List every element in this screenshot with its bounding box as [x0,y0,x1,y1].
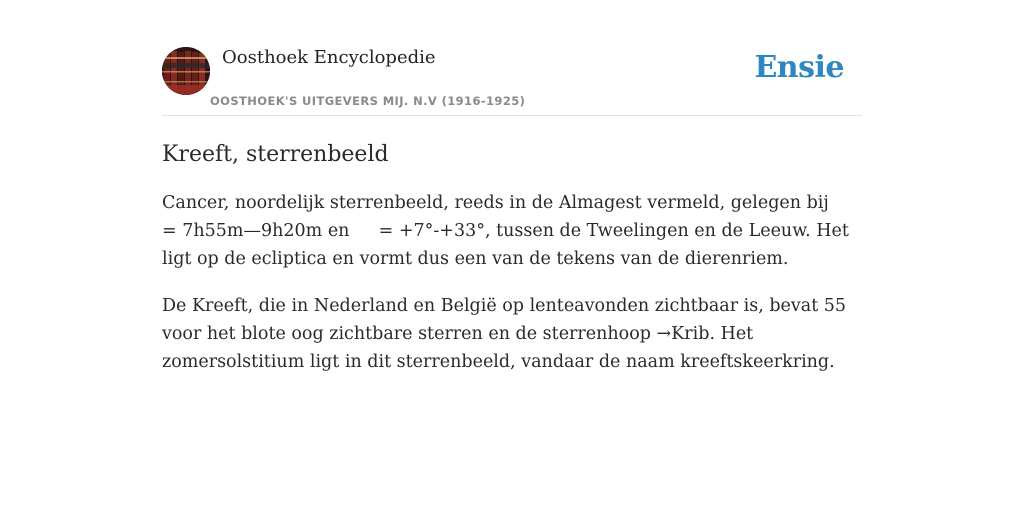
entry-card [162,40,862,376]
entry-paragraph-1 [162,189,862,273]
source-avatar[interactable] [162,47,210,95]
paragraph-2-text-2: . Het zomersolstitium ligt in dit sterrenbeeld, vandaar de naam kreeftskeerkring. [162,324,835,372]
krib-cross-reference-link[interactable]: →Krib [656,324,710,344]
book-spines-icon [162,47,210,95]
publisher-label: OOSTHOEK'S UITGEVERS MIJ. N.V (1916-1925) [210,94,526,108]
paragraph-2-text-1: De Kreeft, die in Nederland en België op lenteavonden zichtbaar is, bevat 55 voor het blote oog zichtbare sterren en de sterrenhoop [162,296,847,344]
entry-header [162,40,862,116]
paragraph-1-text-2: = 7h55m—9h20m en [162,221,350,241]
source-title-link[interactable]: Oosthoek Encyclopedie [222,47,436,68]
entry-paragraph-2 [162,292,862,376]
ensie-logo[interactable]: Ensie [754,50,844,85]
paragraph-1-text-3: = +7°-+33°, tussen de Tweelingen en de Leeuw. Het ligt op de ecliptica en vormt dus een van de tekens van de dierenriem. [162,221,849,269]
paragraph-1-text-1: Cancer, noordelijk sterrenbeeld, reeds in de Almagest vermeld, gelegen bij [162,193,829,213]
entry-title: Kreeft, sterrenbeeld [162,142,389,167]
